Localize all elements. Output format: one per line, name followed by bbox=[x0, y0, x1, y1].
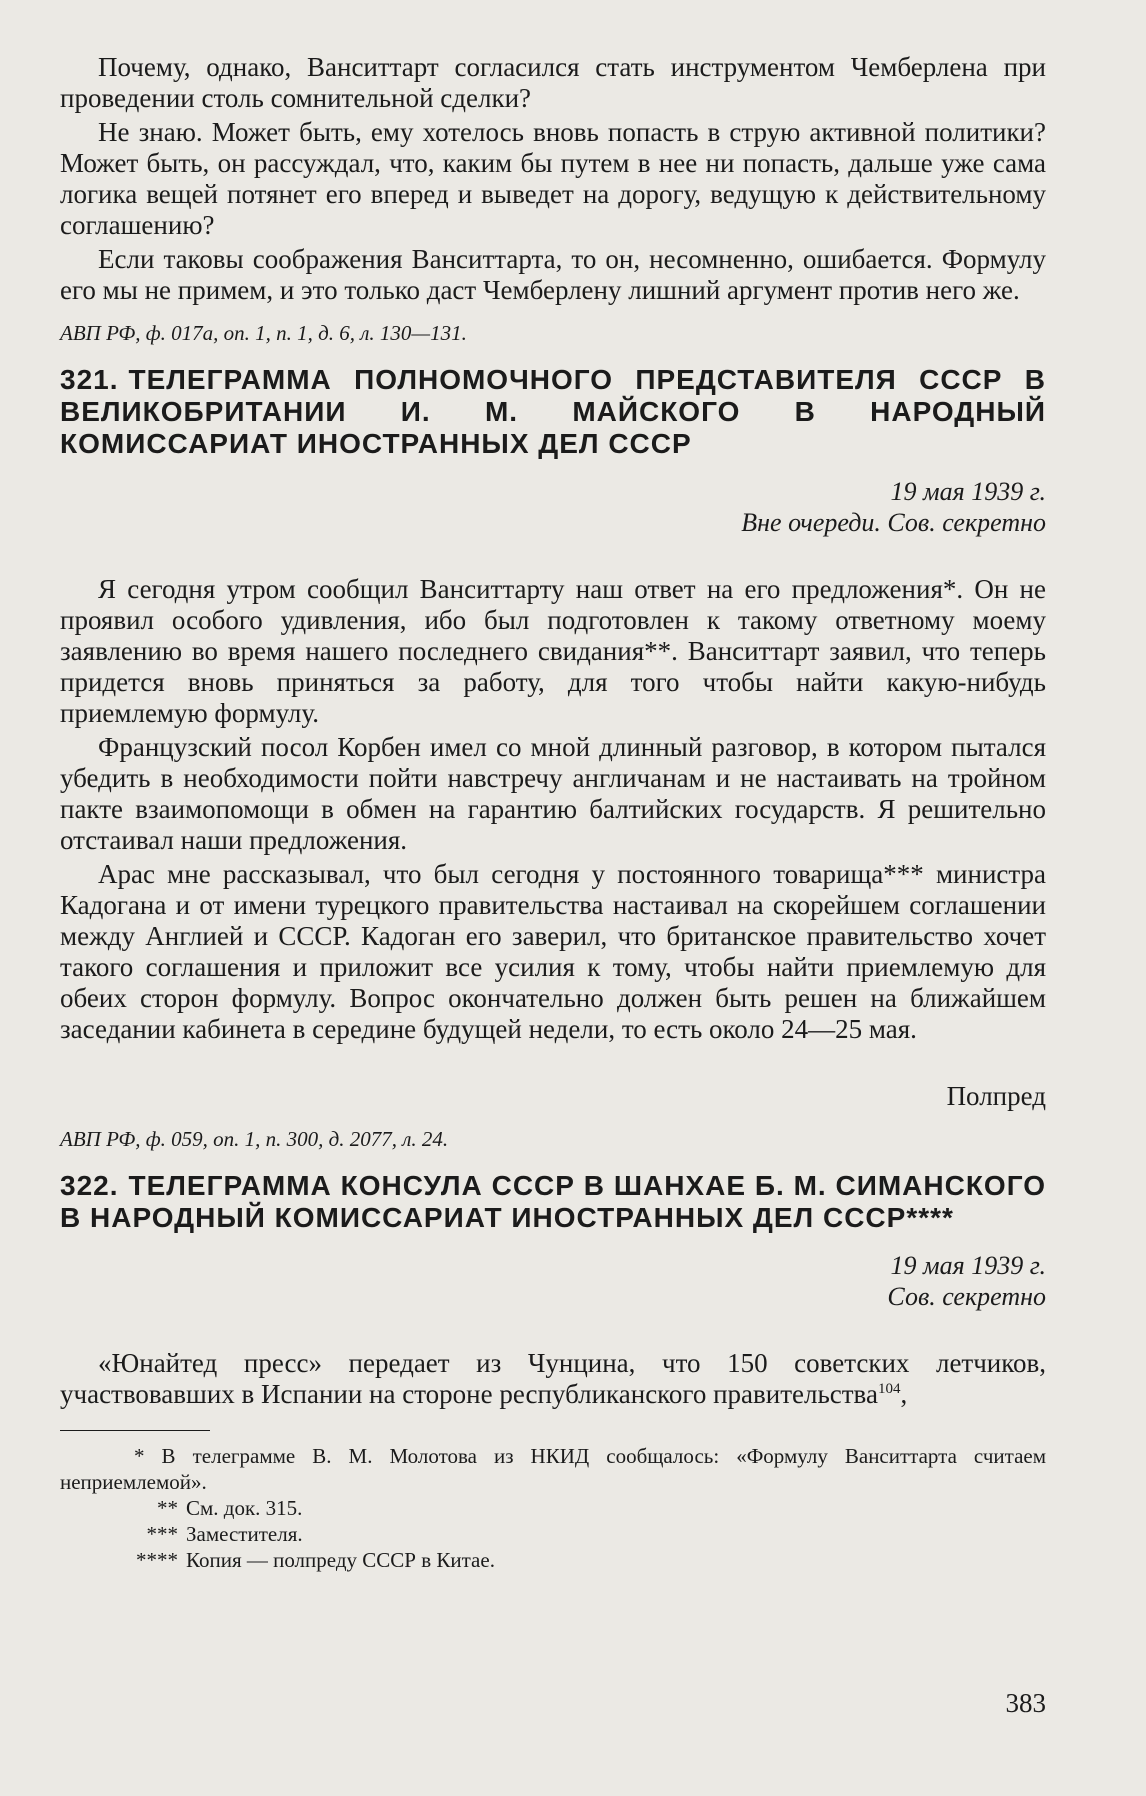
footnote-text: В телеграмме В. М. Молотова из НКИД сообщалось: «Формулу Ванситтарта считаем неприемлемой». bbox=[60, 1444, 1046, 1494]
document-number: 321. bbox=[60, 364, 119, 395]
footnote-divider bbox=[60, 1430, 210, 1431]
page-number: 383 bbox=[1005, 1688, 1046, 1718]
classification-mark: Сов. секретно bbox=[887, 1282, 1046, 1311]
document-321-paragraph-1: Я сегодня утром сообщил Ванситтарту наш ответ на его предложения*. Он не проявил особого удивления, ибо был подготовлен к такому ответному моему заявлению во время нашего последнего свидания**. Ванситтарт заявил, что теперь придется вновь приняться за работу, для того чтобы найти какую-нибудь приемлемую формулу. bbox=[60, 574, 1046, 728]
signature: Полпред bbox=[946, 1081, 1046, 1111]
document-322-paragraph-1 bbox=[60, 1348, 1046, 1410]
archive-reference: АВП РФ, ф. 059, оп. 1, п. 300, д. 2077, л. 24. bbox=[60, 1127, 449, 1151]
footnote-4 bbox=[60, 1547, 1046, 1573]
paragraph-tail: , bbox=[900, 1379, 908, 1409]
footnote-3 bbox=[60, 1521, 1046, 1547]
footnote-mark: *** bbox=[146, 1522, 178, 1546]
intro-paragraph-2: Не знаю. Может быть, ему хотелось вновь попасть в струю активной политики? Может быть, он рассуждал, что, каким бы путем в нее ни попасть, дальше уже сама логика вещей потянет его вперед и выведет на дорогу, ведущую к действительному соглашению? bbox=[60, 117, 1046, 240]
document-date: 19 мая 1939 г. bbox=[890, 477, 1046, 506]
document-title: ТЕЛЕГРАММА ПОЛНОМОЧНОГО ПРЕДСТАВИТЕЛЯ СССР В ВЕЛИКОБРИТАНИИ И. М. МАЙСКОГО В НАРОДНЫЙ КОМИССАРИАТ ИНОСТРАННЫХ ДЕЛ СССР bbox=[60, 364, 1046, 459]
intro-paragraph-1: Почему, однако, Ванситтарт согласился стать инструментом Чемберлена при проведении столь сомнительной сделки? bbox=[60, 52, 1046, 113]
archive-reference: АВП РФ, ф. 017а, оп. 1, п. 1, д. 6, л. 130—131. bbox=[60, 321, 467, 345]
endnote-reference: 104 bbox=[877, 1381, 901, 1397]
document-321-paragraph-3: Арас мне рассказывал, что был сегодня у постоянного товарища*** министра Кадогана и от имени турецкого правительства настаивал на скорейшем соглашении между Англией и СССР. Кадоган его заверил, что британское правительство хочет такого соглашения и приложит все усилия к тому, чтобы найти приемлемую для обеих сторон формулу. Вопрос окончательно должен быть решен на ближайшем заседании кабинета в середине будущей недели, то есть около 24—25 мая. bbox=[60, 859, 1046, 1044]
footnote-text: Заместителя. bbox=[186, 1522, 303, 1546]
document-title: ТЕЛЕГРАММА КОНСУЛА СССР В ШАНХАЕ Б. М. СИМАНСКОГО В НАРОДНЫЙ КОМИССАРИАТ ИНОСТРАННЫХ ДЕЛ СССР**** bbox=[60, 1170, 1046, 1233]
classification-mark: Вне очереди. Сов. секретно bbox=[741, 508, 1046, 537]
document-321-heading bbox=[60, 364, 1046, 460]
document-322-heading bbox=[60, 1170, 1046, 1234]
document-321-paragraph-2: Французский посол Корбен имел со мной длинный разговор, в котором пытался убедить в необходимости пойти навстречу англичанам и не настаивать на тройном пакте взаимопомощи в обмен на гарантию балтийских государств. Я решительно отстаивал наши предложения. bbox=[60, 732, 1046, 855]
footnote-text: См. док. 315. bbox=[186, 1496, 303, 1520]
footnote-text: Копия — полпреду СССР в Китае. bbox=[186, 1548, 495, 1572]
footnote-mark: **** bbox=[136, 1548, 178, 1572]
intro-paragraph-3: Если таковы соображения Ванситтарта, то он, несомненно, ошибается. Формулу его мы не примем, и это только даст Чемберлену лишний аргумент против него же. bbox=[60, 244, 1046, 305]
footnote-2 bbox=[60, 1495, 1046, 1521]
paragraph-text: «Юнайтед пресс» передает из Чунцина, что 150 советских летчиков, участвовавших в Испании на стороне республиканского правительства bbox=[60, 1348, 1046, 1409]
document-321-dateline bbox=[60, 476, 1046, 538]
document-322-dateline bbox=[60, 1250, 1046, 1312]
document-number: 322. bbox=[60, 1170, 119, 1201]
document-date: 19 мая 1939 г. bbox=[890, 1251, 1046, 1280]
footnote-mark: ** bbox=[157, 1496, 178, 1520]
footnote-mark: * bbox=[134, 1444, 145, 1468]
footnote-1 bbox=[60, 1443, 1046, 1495]
